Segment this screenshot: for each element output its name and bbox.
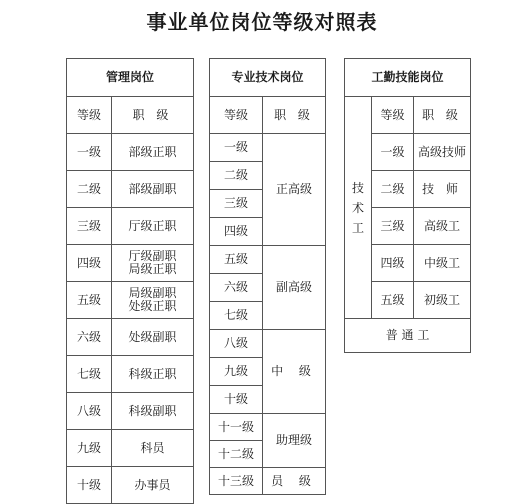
post-cell [112,134,194,171]
post-cell [112,467,194,504]
level-group-cell: 正高级 [263,134,326,246]
grade-cell: 二级 [67,171,112,208]
post-cell: 技 师 [414,171,471,208]
grade-cell: 十一级 [210,414,263,441]
side-label-char: 技 [351,180,364,195]
grade-cell: 三级 [372,208,414,245]
post-cell [112,245,194,282]
post-line: 处级正职 [128,299,177,313]
grade-cell: 三级 [210,190,263,218]
post-cell: 高级技师 [414,134,471,171]
table-row [210,134,326,162]
post-cell [112,208,194,245]
post-line: 办事员 [134,477,171,492]
grade-cell: 十三级 [210,468,263,495]
table-row [67,393,194,430]
grade-cell: 一级 [67,134,112,171]
professional-table [209,58,326,495]
general-worker-row: 普 通 工 [345,319,471,353]
grade-cell: 八级 [67,393,112,430]
post-cell [112,356,194,393]
post-cell [112,393,194,430]
grade-cell: 九级 [67,430,112,467]
grade-cell: 九级 [210,358,263,386]
post-line: 局级正职 [128,262,177,276]
page-title: 事业单位岗位等级对照表 [146,10,378,34]
post-line: 局级副职 [128,286,177,300]
table-row [67,171,194,208]
technical-worker-side-label [345,97,372,319]
grade-cell: 二级 [210,162,263,190]
worker-col-post: 职 级 [414,97,471,134]
grade-cell: 八级 [210,330,263,358]
post-line: 科员 [140,440,165,455]
grade-cell: 十级 [210,386,263,414]
table-row [210,330,326,358]
worker-table [344,58,471,353]
table-row [67,208,194,245]
post-cell [112,171,194,208]
grade-cell: 四级 [372,245,414,282]
table-row [210,468,326,495]
table-row [67,319,194,356]
grade-cell: 六级 [67,319,112,356]
management-col-grade: 等级 [67,97,112,134]
side-label-char: 工 [351,220,364,235]
grade-cell: 七级 [210,302,263,330]
grade-cell: 十级 [67,467,112,504]
grade-cell: 一级 [372,134,414,171]
grade-cell: 四级 [67,245,112,282]
level-group-cell: 助理级 [263,414,326,468]
post-cell [112,430,194,467]
level-group-cell: 中 级 [263,330,326,414]
professional-col-grade: 等级 [210,97,263,134]
table-row [210,246,326,274]
post-cell: 高级工 [414,208,471,245]
side-label-char: 术 [351,200,364,215]
professional-header: 专业技术岗位 [210,59,326,97]
post-cell: 中级工 [414,245,471,282]
table-row [67,356,194,393]
grade-cell: 一级 [210,134,263,162]
table-row [67,282,194,319]
professional-col-post: 职 级 [263,97,326,134]
post-line: 部级副职 [128,181,177,196]
grade-cell: 二级 [372,171,414,208]
table-row [67,430,194,467]
grade-cell: 五级 [67,282,112,319]
post-line: 厅级副职 [128,249,177,263]
post-line: 科级副职 [128,403,177,418]
grade-cell: 五级 [372,282,414,319]
grade-cell: 六级 [210,274,263,302]
grade-cell: 五级 [210,246,263,274]
post-line: 科级正职 [128,366,177,381]
level-group-cell: 员 级 [263,468,326,495]
post-line: 厅级正职 [128,218,177,233]
management-table [66,58,194,504]
post-line: 处级副职 [128,329,177,344]
grade-cell: 十二级 [210,441,263,468]
post-cell [112,319,194,356]
grade-cell: 七级 [67,356,112,393]
management-header: 管理岗位 [67,59,194,97]
table-row [67,245,194,282]
post-cell [112,282,194,319]
worker-col-grade: 等级 [372,97,414,134]
grade-cell: 三级 [67,208,112,245]
table-row [67,134,194,171]
management-col-post: 职 级 [112,97,194,134]
post-cell: 初级工 [414,282,471,319]
grade-cell: 四级 [210,218,263,246]
post-line: 部级正职 [128,144,177,159]
level-group-cell: 副高级 [263,246,326,330]
worker-header: 工勤技能岗位 [345,59,471,97]
table-row [210,414,326,441]
table-row [67,467,194,504]
